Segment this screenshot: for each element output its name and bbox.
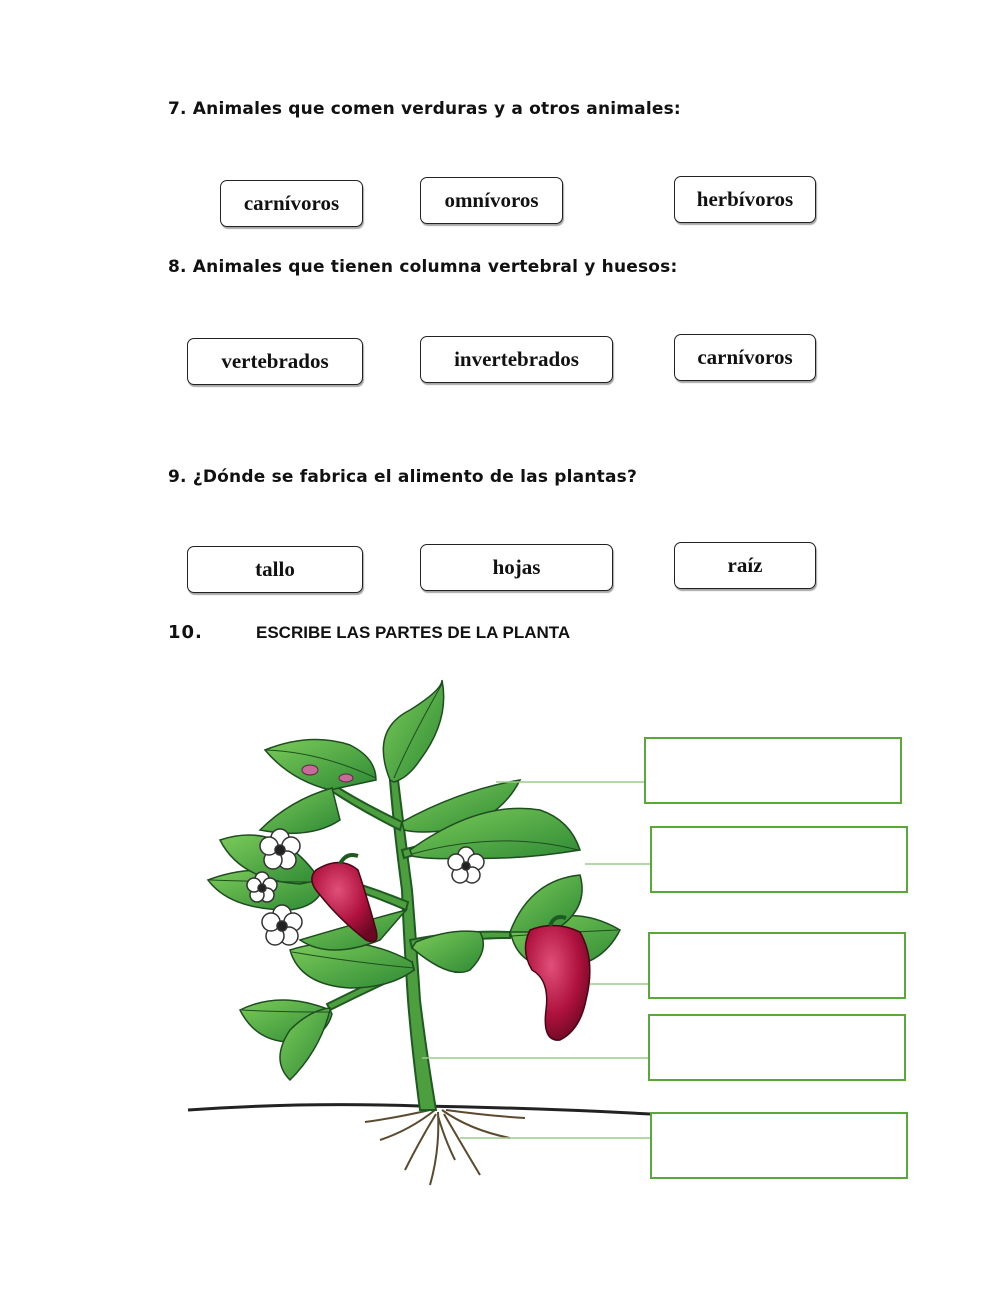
answer-input-4[interactable] xyxy=(650,1016,904,1079)
q9-option-hojas[interactable]: hojas xyxy=(420,544,613,591)
q7-option-herbivoros[interactable]: herbívoros xyxy=(674,176,816,223)
q8-option-carnivoros[interactable]: carnívoros xyxy=(674,334,816,381)
q8-option-vertebrados[interactable]: vertebrados xyxy=(187,338,363,385)
question-7-label: 7. Animales que comen verduras y a otros animales: xyxy=(168,99,681,119)
roots xyxy=(365,1110,525,1185)
answer-box-4[interactable] xyxy=(648,1014,906,1081)
answer-box-1[interactable] xyxy=(644,737,902,804)
q9-option-tallo[interactable]: tallo xyxy=(187,546,363,593)
answer-input-5[interactable] xyxy=(652,1114,906,1177)
answer-input-3[interactable] xyxy=(650,934,904,997)
answer-input-1[interactable] xyxy=(646,739,900,802)
question-9-label: 9. ¿Dónde se fabrica el alimento de las plantas? xyxy=(168,467,638,487)
question-10-number: 10. xyxy=(168,622,203,643)
q7-option-omnivoros[interactable]: omnívoros xyxy=(420,177,563,224)
pepper-plant-illustration xyxy=(180,670,660,1200)
question-10-title: ESCRIBE LAS PARTES DE LA PLANTA xyxy=(256,623,571,642)
answer-box-3[interactable] xyxy=(648,932,906,999)
answer-box-5[interactable] xyxy=(650,1112,908,1179)
q7-option-carnivoros[interactable]: carnívoros xyxy=(220,180,363,227)
q9-option-raiz[interactable]: raíz xyxy=(674,542,816,589)
answer-box-2[interactable] xyxy=(650,826,908,893)
question-8-label: 8. Animales que tienen columna vertebral y huesos: xyxy=(168,257,678,277)
answer-input-2[interactable] xyxy=(652,828,906,891)
q8-option-invertebrados[interactable]: invertebrados xyxy=(420,336,613,383)
